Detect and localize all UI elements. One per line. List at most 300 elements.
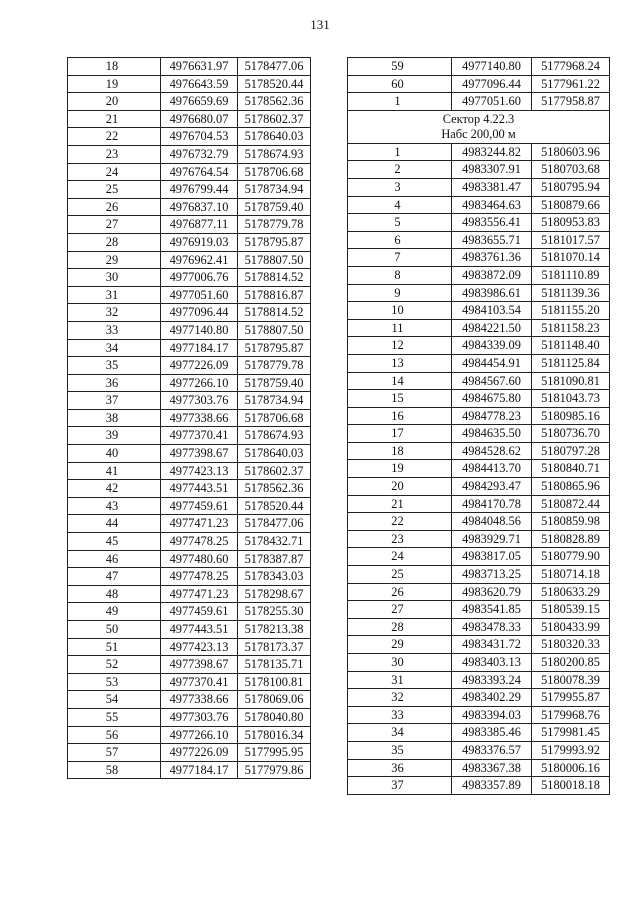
coordinate-y: 5178674.93 [238,427,311,445]
coordinate-y: 5178807.50 [238,251,311,269]
point-number: 32 [68,304,161,322]
coordinate-x: 4977423.13 [161,638,238,656]
table-row [68,321,311,339]
point-number: 39 [68,427,161,445]
point-number: 36 [68,374,161,392]
table-row [68,603,311,621]
table-row [348,478,610,496]
point-number: 2 [348,161,452,179]
table-row [348,759,610,777]
coordinate-y: 5180703.68 [532,161,610,179]
coordinate-x: 4977051.60 [161,286,238,304]
coordinate-y: 5178795.87 [238,233,311,251]
coordinate-x: 4983367.38 [452,759,532,777]
point-number: 25 [348,566,452,584]
coordinate-x: 4984675.80 [452,390,532,408]
point-number: 56 [68,726,161,744]
table-row [348,706,610,724]
point-number: 60 [348,75,452,93]
coordinate-y: 5181110.89 [532,266,610,284]
coordinate-x: 4983761.36 [452,249,532,267]
coordinate-x: 4983381.47 [452,178,532,196]
table-row [348,741,610,759]
table-row [68,409,311,427]
coordinate-y: 5180779.90 [532,548,610,566]
point-number: 34 [68,339,161,357]
coordinate-y: 5180953.83 [532,214,610,232]
point-number: 28 [348,618,452,636]
point-number: 24 [68,163,161,181]
table-row [68,550,311,568]
table-row [348,249,610,267]
coordinate-x: 4983385.46 [452,724,532,742]
point-number: 1 [348,93,452,111]
point-number: 7 [348,249,452,267]
coordinate-y: 5178477.06 [238,58,311,76]
table-row [348,58,610,76]
point-number: 19 [348,460,452,478]
point-number: 50 [68,621,161,639]
table-row [348,337,610,355]
coordinate-x: 4984293.47 [452,478,532,496]
coordinate-y: 5178807.50 [238,321,311,339]
right-table-top-body [348,58,610,111]
table-row [348,143,610,161]
coordinate-y: 5179993.92 [532,741,610,759]
point-number: 4 [348,196,452,214]
point-number: 51 [68,638,161,656]
point-number: 27 [68,216,161,234]
coordinate-x: 4984413.70 [452,460,532,478]
point-number: 44 [68,515,161,533]
point-number: 31 [68,286,161,304]
point-number: 52 [68,656,161,674]
coordinate-y: 5180433.99 [532,618,610,636]
point-number: 15 [348,390,452,408]
coordinate-y: 5178759.40 [238,374,311,392]
coordinate-y: 5178432.71 [238,533,311,551]
coordinate-y: 5178213.38 [238,621,311,639]
coordinate-x: 4984567.60 [452,372,532,390]
coordinate-x: 4976704.53 [161,128,238,146]
coordinate-y: 5178343.03 [238,568,311,586]
coordinate-x: 4984170.78 [452,495,532,513]
coordinate-x: 4983393.24 [452,671,532,689]
coordinate-y: 5178640.03 [238,445,311,463]
coordinate-x: 4976877.11 [161,216,238,234]
table-row [348,93,610,111]
coordinate-y: 5178387.87 [238,550,311,568]
coordinate-y: 5181125.84 [532,354,610,372]
point-number: 1 [348,143,452,161]
point-number: 57 [68,744,161,762]
coordinate-y: 5178602.37 [238,462,311,480]
coordinate-y: 5180879.66 [532,196,610,214]
coordinate-y: 5178795.87 [238,339,311,357]
coordinate-x: 4977471.23 [161,585,238,603]
point-number: 21 [348,495,452,513]
coordinate-y: 5178477.06 [238,515,311,533]
point-number: 45 [68,533,161,551]
table-row [68,58,311,76]
point-number: 22 [348,513,452,531]
point-number: 54 [68,691,161,709]
coordinate-y: 5180840.71 [532,460,610,478]
table-row [348,530,610,548]
coordinate-x: 4983986.61 [452,284,532,302]
table-row [68,744,311,762]
coordinate-y: 5181090.81 [532,372,610,390]
coordinate-y: 5177961.22 [532,75,610,93]
coordinate-y: 5178255.30 [238,603,311,621]
coordinate-x: 4977140.80 [452,58,532,76]
table-row [348,284,610,302]
coordinate-y: 5181155.20 [532,302,610,320]
point-number: 13 [348,354,452,372]
coordinate-x: 4983872.09 [452,266,532,284]
coordinate-y: 5178298.67 [238,585,311,603]
table-row [348,601,610,619]
table-row [68,585,311,603]
coordinate-y: 5178759.40 [238,198,311,216]
table-row [68,128,311,146]
coordinate-x: 4977398.67 [161,445,238,463]
point-number: 28 [68,233,161,251]
point-number: 22 [68,128,161,146]
coordinate-x: 4977006.76 [161,269,238,287]
table-row [348,407,610,425]
point-number: 34 [348,724,452,742]
coordinate-x: 4977423.13 [161,462,238,480]
point-number: 5 [348,214,452,232]
table-row [68,75,311,93]
table-row [68,181,311,199]
point-number: 37 [68,392,161,410]
point-number: 36 [348,759,452,777]
coordinate-y: 5179955.87 [532,689,610,707]
coordinate-x: 4977370.41 [161,673,238,691]
table-row [348,442,610,460]
table-row [68,708,311,726]
point-number: 30 [68,269,161,287]
coordinate-x: 4977303.76 [161,392,238,410]
table-row [68,339,311,357]
point-number: 41 [68,462,161,480]
sector-header-cell [348,110,610,143]
coordinate-x: 4976643.59 [161,75,238,93]
coordinate-y: 5181043.73 [532,390,610,408]
coordinate-x: 4984778.23 [452,407,532,425]
point-number: 43 [68,497,161,515]
table-row [68,462,311,480]
point-number: 59 [348,58,452,76]
right-table-bottom-body [348,143,610,794]
table-row [348,302,610,320]
coordinate-y: 5180006.16 [532,759,610,777]
coordinate-y: 5178816.87 [238,286,311,304]
coordinate-x: 4977303.76 [161,708,238,726]
table-row [68,621,311,639]
table-row [68,269,311,287]
coordinate-x: 4977096.44 [161,304,238,322]
table-row [68,726,311,744]
coordinate-y: 5177968.24 [532,58,610,76]
coordinate-y: 5180714.18 [532,566,610,584]
coordinate-x: 4983817.05 [452,548,532,566]
table-row [348,548,610,566]
coordinate-x: 4976764.54 [161,163,238,181]
point-number: 26 [68,198,161,216]
table-row [68,656,311,674]
sector-header-row [348,110,610,143]
coordinate-y: 5178814.52 [238,269,311,287]
table-row [348,513,610,531]
coordinate-y: 5177995.95 [238,744,311,762]
table-row [348,372,610,390]
coordinate-y: 5178040.80 [238,708,311,726]
coordinate-x: 4976680.07 [161,110,238,128]
point-number: 24 [348,548,452,566]
coordinate-y: 5180872.44 [532,495,610,513]
point-number: 20 [348,478,452,496]
table-row [348,636,610,654]
coordinate-y: 5180828.89 [532,530,610,548]
point-number: 40 [68,445,161,463]
table-row [68,251,311,269]
coordinate-y: 5178706.68 [238,163,311,181]
coordinate-x: 4983244.82 [452,143,532,161]
point-number: 26 [348,583,452,601]
coordinate-x: 4977459.61 [161,603,238,621]
table-row [68,357,311,375]
table-row [348,75,610,93]
coordinate-y: 5181148.40 [532,337,610,355]
table-row [68,673,311,691]
table-row [68,445,311,463]
point-number: 55 [68,708,161,726]
coordinate-x: 4983464.63 [452,196,532,214]
coordinate-x: 4977226.09 [161,744,238,762]
table-row [68,304,311,322]
coordinate-y: 5178674.93 [238,145,311,163]
coordinate-y: 5178734.94 [238,392,311,410]
table-row [348,178,610,196]
point-number: 21 [68,110,161,128]
coordinate-y: 5179968.76 [532,706,610,724]
point-number: 30 [348,654,452,672]
coordinate-x: 4984221.50 [452,319,532,337]
point-number: 20 [68,93,161,111]
coordinate-x: 4984103.54 [452,302,532,320]
table-row [68,497,311,515]
coordinate-x: 4977096.44 [452,75,532,93]
point-number: 19 [68,75,161,93]
sector-header-body [348,110,610,143]
coordinate-x: 4983556.41 [452,214,532,232]
point-number: 16 [348,407,452,425]
coordinate-y: 5180603.96 [532,143,610,161]
coordinate-y: 5180795.94 [532,178,610,196]
coordinate-y: 5178706.68 [238,409,311,427]
table-row [348,390,610,408]
coordinate-y: 5180985.16 [532,407,610,425]
coordinate-x: 4983655.71 [452,231,532,249]
point-number: 29 [68,251,161,269]
point-number: 9 [348,284,452,302]
point-number: 37 [348,777,452,795]
table-row [348,724,610,742]
coordinate-y: 5178100.81 [238,673,311,691]
table-row [68,568,311,586]
table-row [348,231,610,249]
coordinate-x: 4983307.91 [452,161,532,179]
coordinate-x: 4983541.85 [452,601,532,619]
coordinate-x: 4984048.56 [452,513,532,531]
coordinate-y: 5178734.94 [238,181,311,199]
coordinate-x: 4984528.62 [452,442,532,460]
coordinate-y: 5178173.37 [238,638,311,656]
table-row [68,638,311,656]
coordinate-x: 4976837.10 [161,198,238,216]
table-row [348,618,610,636]
table-row [68,427,311,445]
coordinate-y: 5181017.57 [532,231,610,249]
table-row [68,480,311,498]
table-row [68,216,311,234]
table-row [348,354,610,372]
table-row [68,515,311,533]
coordinate-y: 5180078.39 [532,671,610,689]
coordinate-y: 5180797.28 [532,442,610,460]
table-row [68,286,311,304]
coordinate-x: 4976799.44 [161,181,238,199]
coordinate-x: 4976962.41 [161,251,238,269]
table-row [348,583,610,601]
coordinate-x: 4983929.71 [452,530,532,548]
coordinate-x: 4977471.23 [161,515,238,533]
coordinate-y: 5178562.36 [238,480,311,498]
point-number: 33 [348,706,452,724]
point-number: 12 [348,337,452,355]
table-row [68,691,311,709]
coordinate-y: 5180320.33 [532,636,610,654]
table-row [68,233,311,251]
point-number: 23 [348,530,452,548]
coordinate-x: 4976919.03 [161,233,238,251]
point-number: 10 [348,302,452,320]
coordinate-x: 4983713.25 [452,566,532,584]
coordinate-y: 5180539.15 [532,601,610,619]
coordinate-y: 5180018.18 [532,777,610,795]
coordinate-x: 4977266.10 [161,726,238,744]
coordinate-x: 4983620.79 [452,583,532,601]
left-coordinate-table [67,57,311,779]
coordinate-y: 5178602.37 [238,110,311,128]
coordinate-x: 4984339.09 [452,337,532,355]
table-row [348,425,610,443]
coordinate-y: 5178520.44 [238,497,311,515]
table-row [68,198,311,216]
coordinate-x: 4977266.10 [161,374,238,392]
table-row [348,777,610,795]
right-coordinate-table [347,57,610,795]
point-number: 11 [348,319,452,337]
point-number: 29 [348,636,452,654]
coordinate-y: 5178069.06 [238,691,311,709]
table-row [348,495,610,513]
sector-subtitle: Набс 200,00 м [441,126,516,141]
table-row [348,654,610,672]
coordinate-x: 4977478.25 [161,568,238,586]
coordinate-y: 5178016.34 [238,726,311,744]
coordinate-x: 4977480.60 [161,550,238,568]
coordinate-x: 4977443.51 [161,621,238,639]
point-number: 18 [68,58,161,76]
coordinate-x: 4977398.67 [161,656,238,674]
coordinate-x: 4983402.29 [452,689,532,707]
point-number: 23 [68,145,161,163]
coordinate-x: 4983376.57 [452,741,532,759]
point-number: 33 [68,321,161,339]
table-row [348,161,610,179]
point-number: 48 [68,585,161,603]
coordinate-y: 5180633.29 [532,583,610,601]
table-row [68,374,311,392]
point-number: 32 [348,689,452,707]
point-number: 47 [68,568,161,586]
left-table-body [68,58,311,779]
coordinate-x: 4977338.66 [161,409,238,427]
point-number: 42 [68,480,161,498]
coordinate-x: 4983394.03 [452,706,532,724]
coordinate-x: 4977338.66 [161,691,238,709]
coordinate-y: 5179981.45 [532,724,610,742]
coordinate-y: 5178520.44 [238,75,311,93]
point-number: 14 [348,372,452,390]
coordinate-x: 4977140.80 [161,321,238,339]
coordinate-y: 5181139.36 [532,284,610,302]
coordinate-x: 4976659.69 [161,93,238,111]
point-number: 46 [68,550,161,568]
coordinate-x: 4977443.51 [161,480,238,498]
coordinate-y: 5180859.98 [532,513,610,531]
table-row [348,671,610,689]
coordinate-y: 5180865.96 [532,478,610,496]
point-number: 58 [68,761,161,779]
point-number: 3 [348,178,452,196]
coordinate-x: 4983403.13 [452,654,532,672]
coordinate-x: 4976732.79 [161,145,238,163]
point-number: 8 [348,266,452,284]
point-number: 53 [68,673,161,691]
page-number: 131 [310,17,330,32]
table-row [348,266,610,284]
coordinate-y: 5181158.23 [532,319,610,337]
coordinate-x: 4983431.72 [452,636,532,654]
coordinate-x: 4977184.17 [161,339,238,357]
coordinate-y: 5178779.78 [238,357,311,375]
coordinate-y: 5181070.14 [532,249,610,267]
coordinate-x: 4983357.89 [452,777,532,795]
table-row [68,163,311,181]
table-row [348,566,610,584]
coordinate-x: 4977184.17 [161,761,238,779]
table-row [68,533,311,551]
table-row [348,689,610,707]
coordinate-y: 5180200.85 [532,654,610,672]
coordinate-y: 5177979.86 [238,761,311,779]
point-number: 6 [348,231,452,249]
